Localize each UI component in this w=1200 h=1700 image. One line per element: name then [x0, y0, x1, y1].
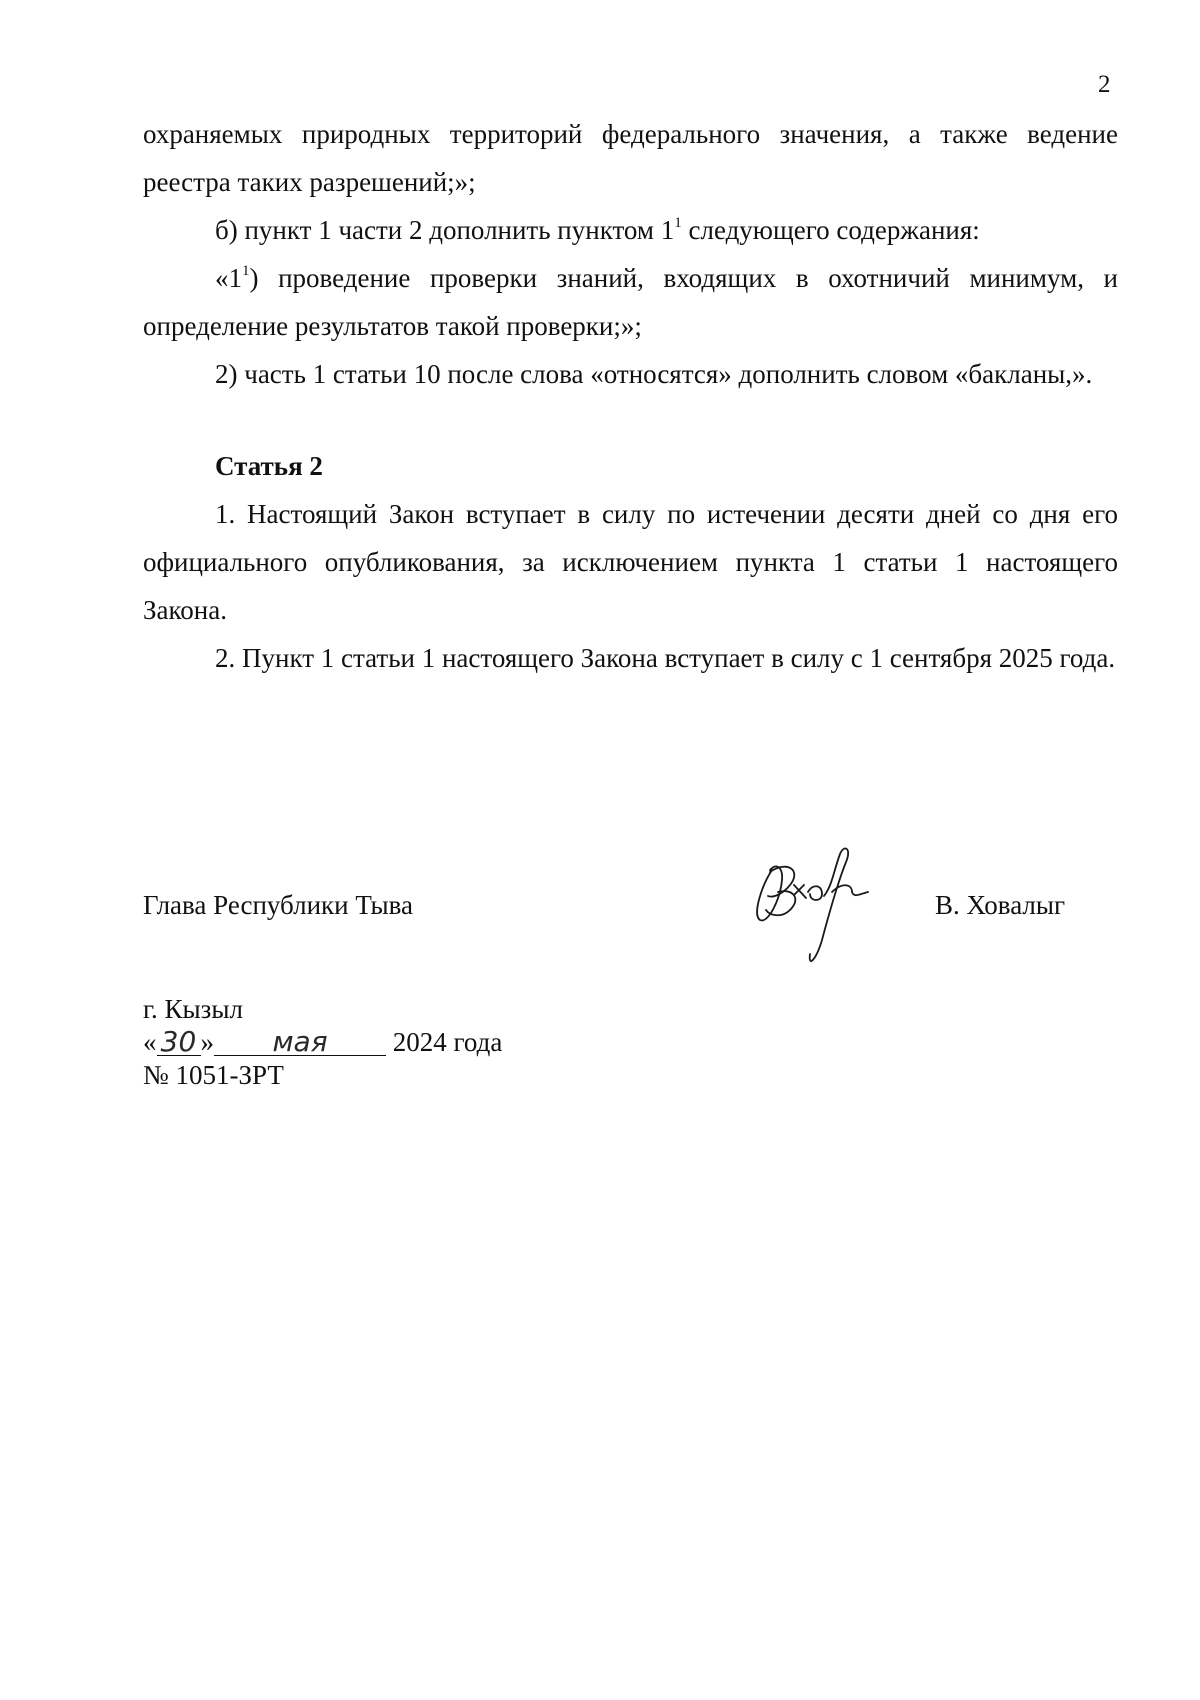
- paragraph-continuation: охраняемых природных территорий федерального значения, а также ведение реестра таких разрешений;»;: [143, 119, 1118, 197]
- handwritten-signature: [742, 840, 902, 970]
- paragraph-b-text: б) пункт 1 части 2 дополнить пунктом 1: [215, 215, 675, 245]
- footer-block: [143, 993, 502, 1092]
- handwritten-day: 30: [160, 1025, 197, 1058]
- page-number: 2: [1098, 71, 1111, 98]
- paragraph-1-1: [143, 254, 1118, 350]
- article2-paragraph-1: 1. Настоящий Закон вступает в силу по истечении десяти дней со дня его официального опубликования, за исключением пункта 1 статьи 1 настоящего Закона.: [143, 499, 1118, 625]
- signer-name: В. Ховалыг: [935, 890, 1066, 920]
- month-slot: [214, 1025, 386, 1058]
- year-text: 2024 года: [386, 1027, 503, 1057]
- paragraph-b-text-end: следующего содержания:: [681, 215, 980, 245]
- paragraph-1-1-text: ) проведение проверки знаний, входящих в охотничий минимум, и определение результатов такой проверки;»;: [143, 263, 1118, 341]
- city-label: г. Кызыл: [143, 994, 243, 1024]
- article2-paragraph-2: 2. Пункт 1 статьи 1 настоящего Закона вступает в силу с 1 сентября 2025 года.: [215, 643, 1116, 673]
- date-line: [143, 1026, 502, 1059]
- paragraph-1-1-start: «1: [215, 263, 242, 293]
- document-body: [143, 110, 1118, 682]
- paragraph-2: 2) часть 1 статьи 10 после слова «относятся» дополнить словом «бакланы,».: [215, 359, 1093, 389]
- handwritten-month: мая: [272, 1025, 328, 1058]
- superscript: 1: [674, 215, 682, 231]
- law-number: № 1051-ЗРТ: [143, 1060, 284, 1090]
- article-heading: Статья 2: [215, 451, 323, 481]
- day-slot: [157, 1025, 201, 1058]
- paragraph-b: [143, 206, 1118, 254]
- quote-close: »: [200, 1027, 214, 1057]
- signer-title: Глава Республики Тыва: [143, 890, 414, 920]
- superscript: 1: [242, 263, 250, 279]
- quote-open: «: [143, 1027, 157, 1057]
